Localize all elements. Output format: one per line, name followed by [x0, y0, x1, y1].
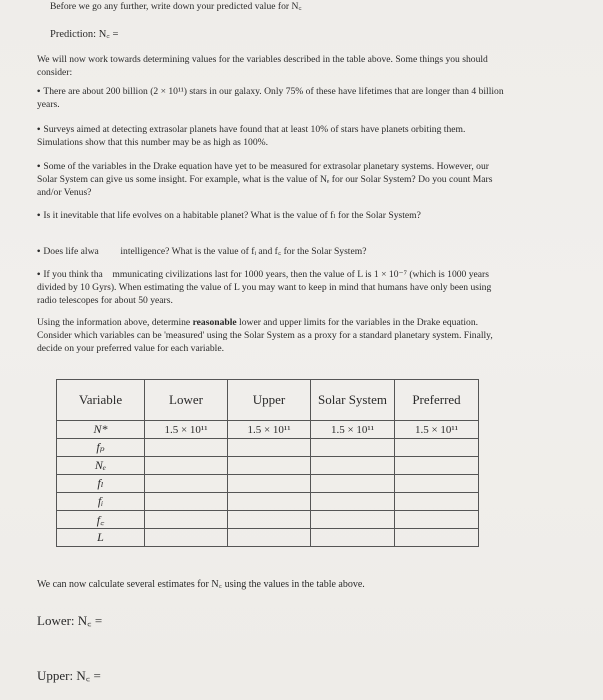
instructions-paragraph [37, 316, 507, 355]
cell-preferred[interactable] [395, 475, 479, 493]
cell-variable: N* [57, 421, 145, 439]
header-variable: Variable [57, 380, 145, 421]
cell-upper[interactable] [228, 511, 311, 529]
cell-upper[interactable] [228, 493, 311, 511]
bullet-marker: • [37, 86, 41, 97]
cell-lower[interactable] [145, 457, 228, 475]
bullet-text-tail: intelligence? What is the value of fᵢ and f꜀ for the Solar System? [120, 246, 367, 257]
bullet-life [37, 209, 507, 222]
prediction-label: Prediction: N꜀ = [50, 29, 119, 40]
cell-upper[interactable] [228, 439, 311, 457]
bullet-stars [37, 85, 507, 111]
cell-variable: fᵢ [57, 493, 145, 511]
table-row [57, 511, 479, 529]
header-lower: Lower [145, 380, 228, 421]
bullet-marker: • [37, 124, 41, 135]
cell-lower[interactable] [145, 529, 228, 547]
drake-variables-table [56, 379, 479, 547]
table-row [57, 457, 479, 475]
cell-preferred[interactable] [395, 439, 479, 457]
instructions-text: Using the information above, determine [37, 317, 193, 328]
bullet-text: Surveys aimed at detecting extrasolar planets have found that at least 10% of stars have planets orbiting them. Simulations show that this number may be as high as 100%. [37, 124, 466, 148]
cell-preferred[interactable] [395, 529, 479, 547]
table-row [57, 493, 479, 511]
cell-preferred[interactable] [395, 493, 479, 511]
top-instruction: Before we go any further, write down your predicted value for N꜀ [50, 1, 302, 12]
glare-gap [103, 269, 113, 280]
header-upper: Upper [228, 380, 311, 421]
bullet-text: If you think tha [43, 269, 103, 280]
upper-estimate-label: Upper: N꜀ = [37, 668, 101, 683]
cell-solar[interactable] [311, 529, 395, 547]
cell-upper[interactable] [228, 457, 311, 475]
cell-solar[interactable] [311, 493, 395, 511]
bullet-marker: • [37, 210, 41, 221]
bullet-text-tail: mmunicating civilizations last for 1000 years, then the value of L is 1 × 10⁻⁷ (which is 1000 years divided by 10 Gyrs). When estimating the value of L you may want to keep in mind that humans have only been using radio telescopes for about 50 years. [37, 269, 492, 306]
bullet-marker: • [37, 161, 41, 172]
table-row [57, 439, 479, 457]
cell-lower[interactable] [145, 493, 228, 511]
cell-solar[interactable] [311, 457, 395, 475]
cell-preferred[interactable]: 1.5 × 10¹¹ [395, 421, 479, 439]
table-header-row [57, 380, 479, 421]
cell-lower[interactable] [145, 439, 228, 457]
cell-preferred[interactable] [395, 457, 479, 475]
bullet-text: Does life alwa [43, 246, 99, 257]
cell-variable: f꜀ [57, 511, 145, 529]
bullet-text: Is it inevitable that life evolves on a habitable planet? What is the value of fₗ for the Solar System? [43, 210, 421, 221]
bullet-text: Some of the variables in the Drake equation have yet to be measured for extrasolar planetary systems. However, our Solar System can give us some insight. For example, what is the value of Nₑ for our Solar System? Do you count Mars and/or Venus? [37, 161, 493, 198]
intro-paragraph: We will now work towards determining values for the variables described in the table above. Some things you should consider: [37, 54, 488, 78]
cell-solar[interactable] [311, 511, 395, 529]
cell-upper[interactable] [228, 475, 311, 493]
cell-solar[interactable] [311, 475, 395, 493]
table-row [57, 529, 479, 547]
bullet-text: There are about 200 billion (2 × 10¹¹) stars in our galaxy. Only 75% of these have lifetimes that are longer than 4 billion years. [37, 86, 504, 110]
instructions-text: lower and upper limits for the variables in the Drake equation. Consider which variables can be 'measured' using the Solar System as a proxy for a standard planetary system. Finally, decide on your preferred value for each variable. [37, 317, 493, 354]
table-row [57, 421, 479, 439]
cell-variable: fₗ [57, 475, 145, 493]
bullet-marker: • [37, 246, 41, 257]
bullet-planets [37, 123, 507, 149]
cell-preferred[interactable] [395, 511, 479, 529]
instructions-emphasis: reasonable [192, 317, 237, 328]
header-solar-system: Solar System [311, 380, 395, 421]
bullet-civilizations [37, 268, 507, 307]
header-preferred: Preferred [395, 380, 479, 421]
cell-variable: Nₑ [57, 457, 145, 475]
lower-estimate-label: Lower: N꜀ = [37, 613, 103, 628]
cell-solar[interactable] [311, 439, 395, 457]
cell-solar[interactable]: 1.5 × 10¹¹ [311, 421, 395, 439]
cell-upper[interactable]: 1.5 × 10¹¹ [228, 421, 311, 439]
cell-upper[interactable] [228, 529, 311, 547]
cell-lower[interactable] [145, 511, 228, 529]
calculation-instruction: We can now calculate several estimates for N꜀ using the values in the table above. [37, 579, 365, 590]
glare-gap [99, 246, 121, 257]
bullet-marker: • [37, 269, 41, 280]
bullet-intelligence [37, 245, 507, 258]
bullet-solar-system [37, 160, 507, 199]
cell-variable: fₚ [57, 439, 145, 457]
cell-variable: L [57, 529, 145, 547]
table-row [57, 475, 479, 493]
cell-lower[interactable] [145, 475, 228, 493]
cell-lower[interactable]: 1.5 × 10¹¹ [145, 421, 228, 439]
